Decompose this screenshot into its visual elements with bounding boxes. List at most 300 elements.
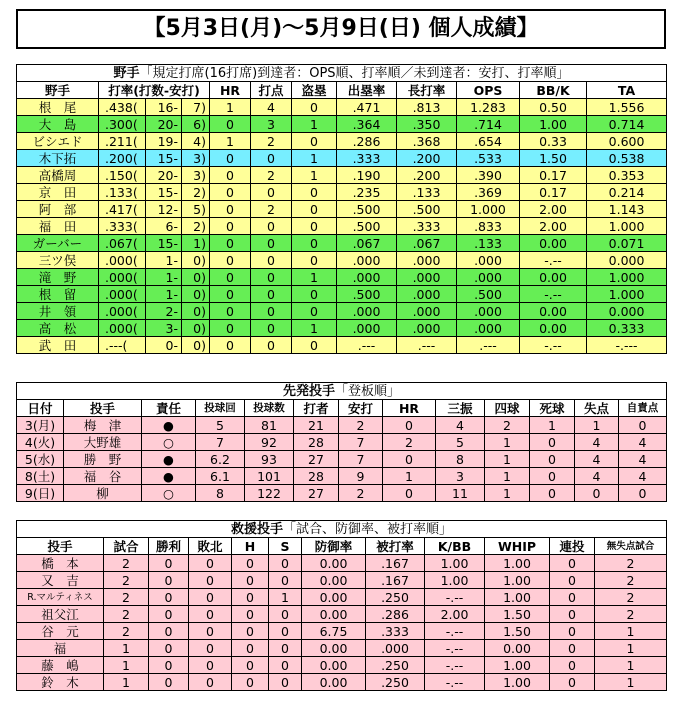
runs-allowed: 4 xyxy=(575,451,619,468)
saves: 0 xyxy=(269,572,302,589)
slugging-pct: .067 xyxy=(397,235,457,252)
rbi: 0 xyxy=(251,184,292,201)
game-date: 5(水) xyxy=(17,451,64,468)
ops: .133 xyxy=(457,235,520,252)
total-average: 1.556 xyxy=(587,99,667,116)
consecutive-days: 0 xyxy=(550,589,595,606)
total-average: 0.353 xyxy=(587,167,667,184)
batting-average: .000( xyxy=(99,252,146,269)
col-consecutive: 連投 xyxy=(550,538,595,555)
table-row xyxy=(17,640,667,657)
page-title: 【5月3日(月)〜5月9日(日) 個人成績】 xyxy=(16,9,666,49)
game-date: 3(月) xyxy=(17,417,64,434)
on-base-pct: .--- xyxy=(337,337,397,354)
holds: 0 xyxy=(232,657,269,674)
games: 2 xyxy=(104,572,149,589)
game-date: 8(土) xyxy=(17,468,64,485)
hits: 0) xyxy=(182,303,210,320)
ops: .714 xyxy=(457,116,520,133)
on-base-pct: .190 xyxy=(337,167,397,184)
pitcher-name: 柳 xyxy=(64,485,142,502)
saves: 0 xyxy=(269,606,302,623)
home-runs: 0 xyxy=(210,218,251,235)
innings-pitched: 6.1 xyxy=(196,468,245,485)
table-row xyxy=(17,286,667,303)
losses: 0 xyxy=(189,657,232,674)
era: 0.00 xyxy=(302,657,366,674)
pitcher-name: 大野雄 xyxy=(64,434,142,451)
ops: 1.000 xyxy=(457,201,520,218)
whip: 1.00 xyxy=(485,589,550,606)
saves: 0 xyxy=(269,640,302,657)
whip: 1.00 xyxy=(485,572,550,589)
k-bb: -.-- xyxy=(425,589,485,606)
relievers-header: 救援投手 xyxy=(231,521,284,537)
wins: 0 xyxy=(149,657,189,674)
home-runs: 0 xyxy=(210,337,251,354)
scoreless-games: 1 xyxy=(595,640,667,657)
pitch-count: 92 xyxy=(245,434,294,451)
hit-by-pitch: 0 xyxy=(530,485,575,502)
at-bats: 20- xyxy=(146,116,182,133)
hits: 3) xyxy=(182,150,210,167)
saves: 0 xyxy=(269,555,302,572)
col-whip: WHIP xyxy=(485,538,550,555)
table-row xyxy=(17,116,667,133)
col-decision: 責任 xyxy=(142,400,196,417)
hr-allowed: 2 xyxy=(383,434,436,451)
total-average: 0.000 xyxy=(587,252,667,269)
stolen-bases: 0 xyxy=(292,303,337,320)
holds: 0 xyxy=(232,572,269,589)
rbi: 0 xyxy=(251,150,292,167)
total-average: 1.000 xyxy=(587,218,667,235)
player-name: 武 田 xyxy=(17,337,99,354)
games: 2 xyxy=(104,623,149,640)
player-name: 根 留 xyxy=(17,286,99,303)
col-pitcher: 投手 xyxy=(64,400,142,417)
wins: 0 xyxy=(149,555,189,572)
on-base-pct: .286 xyxy=(337,133,397,150)
losses: 0 xyxy=(189,606,232,623)
table-row xyxy=(17,167,667,184)
at-bats: 6- xyxy=(146,218,182,235)
stolen-bases: 0 xyxy=(292,218,337,235)
slugging-pct: .813 xyxy=(397,99,457,116)
stolen-bases: 0 xyxy=(292,133,337,150)
runs-allowed: 4 xyxy=(575,468,619,485)
table-row xyxy=(17,434,667,451)
decision: ○ xyxy=(142,485,196,502)
table-row xyxy=(17,589,667,606)
total-average: 0.538 xyxy=(587,150,667,167)
starters-column-headers xyxy=(17,400,667,417)
col-games: 試合 xyxy=(104,538,149,555)
batting-average: .438( xyxy=(99,99,146,116)
whip: 0.00 xyxy=(485,640,550,657)
on-base-pct: .333 xyxy=(337,150,397,167)
bb-k: -.-- xyxy=(520,286,587,303)
earned-runs: 4 xyxy=(619,468,667,485)
on-base-pct: .500 xyxy=(337,286,397,303)
total-average: 0.714 xyxy=(587,116,667,133)
decision: ○ xyxy=(142,434,196,451)
batting-average: .333( xyxy=(99,218,146,235)
ops: .833 xyxy=(457,218,520,235)
player-name: 井 領 xyxy=(17,303,99,320)
pitcher-name: 福 xyxy=(17,640,104,657)
era: 0.00 xyxy=(302,606,366,623)
pitch-count: 122 xyxy=(245,485,294,502)
table-row xyxy=(17,337,667,354)
slugging-pct: .000 xyxy=(397,252,457,269)
rbi: 2 xyxy=(251,201,292,218)
slugging-pct: .200 xyxy=(397,167,457,184)
player-name: 高 松 xyxy=(17,320,99,337)
stolen-bases: 0 xyxy=(292,252,337,269)
on-base-pct: .500 xyxy=(337,218,397,235)
col-pitcher: 投手 xyxy=(17,538,104,555)
total-average: -.--- xyxy=(587,337,667,354)
hr-allowed: 0 xyxy=(383,451,436,468)
pitcher-name: 又 吉 xyxy=(17,572,104,589)
col-date: 日付 xyxy=(17,400,64,417)
total-average: 0.071 xyxy=(587,235,667,252)
hits: 0) xyxy=(182,286,210,303)
starters-section-header xyxy=(17,383,667,400)
walks: 2 xyxy=(485,417,530,434)
hr-allowed: 0 xyxy=(383,417,436,434)
player-name: 京 田 xyxy=(17,184,99,201)
consecutive-days: 0 xyxy=(550,555,595,572)
earned-runs: 0 xyxy=(619,417,667,434)
rbi: 0 xyxy=(251,218,292,235)
home-runs: 0 xyxy=(210,252,251,269)
holds: 0 xyxy=(232,555,269,572)
ops: 1.283 xyxy=(457,99,520,116)
table-row xyxy=(17,468,667,485)
scoreless-games: 1 xyxy=(595,657,667,674)
col-avg: 打率(打数-安打) xyxy=(99,82,210,99)
consecutive-days: 0 xyxy=(550,640,595,657)
pitch-count: 93 xyxy=(245,451,294,468)
batting-average: .133( xyxy=(99,184,146,201)
table-row xyxy=(17,657,667,674)
stolen-bases: 0 xyxy=(292,99,337,116)
col-runs: 失点 xyxy=(575,400,619,417)
batters-faced: 27 xyxy=(294,451,339,468)
opp-avg: .250 xyxy=(366,589,425,606)
games: 2 xyxy=(104,606,149,623)
walks: 1 xyxy=(485,451,530,468)
batting-header: 野手 xyxy=(113,65,140,81)
total-average: 0.333 xyxy=(587,320,667,337)
batting-section-header xyxy=(17,65,667,82)
home-runs: 0 xyxy=(210,184,251,201)
stolen-bases: 0 xyxy=(292,337,337,354)
pitcher-name: 橋 本 xyxy=(17,555,104,572)
rbi: 2 xyxy=(251,167,292,184)
hr-allowed: 0 xyxy=(383,485,436,502)
home-runs: 1 xyxy=(210,99,251,116)
relievers-column-headers xyxy=(17,538,667,555)
stolen-bases: 0 xyxy=(292,184,337,201)
bb-k: 0.17 xyxy=(520,184,587,201)
hits-allowed: 7 xyxy=(339,434,383,451)
at-bats: 15- xyxy=(146,235,182,252)
player-name: 根 尾 xyxy=(17,99,99,116)
batting-column-headers xyxy=(17,82,667,99)
opp-avg: .250 xyxy=(366,674,425,691)
home-runs: 0 xyxy=(210,320,251,337)
hits: 3) xyxy=(182,167,210,184)
at-bats: 2- xyxy=(146,303,182,320)
rbi: 0 xyxy=(251,303,292,320)
losses: 0 xyxy=(189,572,232,589)
k-bb: -.-- xyxy=(425,623,485,640)
bb-k: 0.00 xyxy=(520,235,587,252)
pitcher-name: 福 谷 xyxy=(64,468,142,485)
strikeouts: 4 xyxy=(436,417,485,434)
bb-k: -.-- xyxy=(520,252,587,269)
at-bats: 19- xyxy=(146,133,182,150)
games: 1 xyxy=(104,674,149,691)
rbi: 0 xyxy=(251,269,292,286)
games: 1 xyxy=(104,657,149,674)
on-base-pct: .067 xyxy=(337,235,397,252)
col-hr: HR xyxy=(210,82,251,99)
losses: 0 xyxy=(189,589,232,606)
bb-k: 0.33 xyxy=(520,133,587,150)
hits: 0) xyxy=(182,337,210,354)
era: 0.00 xyxy=(302,572,366,589)
holds: 0 xyxy=(232,606,269,623)
game-date: 4(火) xyxy=(17,434,64,451)
consecutive-days: 0 xyxy=(550,623,595,640)
on-base-pct: .000 xyxy=(337,303,397,320)
hit-by-pitch: 1 xyxy=(530,417,575,434)
opp-avg: .333 xyxy=(366,623,425,640)
table-row xyxy=(17,201,667,218)
scoreless-games: 2 xyxy=(595,606,667,623)
table-row xyxy=(17,320,667,337)
slugging-pct: .133 xyxy=(397,184,457,201)
runs-allowed: 1 xyxy=(575,417,619,434)
at-bats: 16- xyxy=(146,99,182,116)
player-name: ビシエド xyxy=(17,133,99,150)
rbi: 2 xyxy=(251,133,292,150)
games: 1 xyxy=(104,640,149,657)
k-bb: 1.00 xyxy=(425,572,485,589)
on-base-pct: .364 xyxy=(337,116,397,133)
table-row xyxy=(17,184,667,201)
games: 2 xyxy=(104,589,149,606)
strikeouts: 8 xyxy=(436,451,485,468)
player-name: 福 田 xyxy=(17,218,99,235)
player-name: 三ツ俣 xyxy=(17,252,99,269)
game-date: 9(日) xyxy=(17,485,64,502)
table-row xyxy=(17,623,667,640)
k-bb: -.-- xyxy=(425,657,485,674)
runs-allowed: 0 xyxy=(575,485,619,502)
earned-runs: 4 xyxy=(619,451,667,468)
relievers-subheader: 「試合、防御率、被打率順」 xyxy=(283,521,453,537)
hit-by-pitch: 0 xyxy=(530,434,575,451)
slugging-pct: .--- xyxy=(397,337,457,354)
table-row xyxy=(17,572,667,589)
k-bb: -.-- xyxy=(425,640,485,657)
era: 0.00 xyxy=(302,640,366,657)
scoreless-games: 2 xyxy=(595,555,667,572)
innings-pitched: 5 xyxy=(196,417,245,434)
losses: 0 xyxy=(189,674,232,691)
whip: 1.00 xyxy=(485,657,550,674)
hit-by-pitch: 0 xyxy=(530,451,575,468)
batting-average: .211( xyxy=(99,133,146,150)
batters-faced: 28 xyxy=(294,468,339,485)
batting-average: .300( xyxy=(99,116,146,133)
on-base-pct: .000 xyxy=(337,320,397,337)
col-name: 野手 xyxy=(17,82,99,99)
col-kbb: K/BB xyxy=(425,538,485,555)
player-name: 高橋周 xyxy=(17,167,99,184)
stolen-bases: 1 xyxy=(292,150,337,167)
holds: 0 xyxy=(232,674,269,691)
walks: 1 xyxy=(485,485,530,502)
total-average: 1.000 xyxy=(587,286,667,303)
bb-k: 0.00 xyxy=(520,320,587,337)
whip: 1.00 xyxy=(485,674,550,691)
k-bb: -.-- xyxy=(425,674,485,691)
hits: 5) xyxy=(182,201,210,218)
bb-k: 0.17 xyxy=(520,167,587,184)
ops: .654 xyxy=(457,133,520,150)
walks: 1 xyxy=(485,434,530,451)
total-average: 1.143 xyxy=(587,201,667,218)
ops: .533 xyxy=(457,150,520,167)
col-bbk: BB/K xyxy=(520,82,587,99)
earned-runs: 0 xyxy=(619,485,667,502)
scoreless-games: 2 xyxy=(595,572,667,589)
col-era: 防御率 xyxy=(302,538,366,555)
hits-allowed: 7 xyxy=(339,451,383,468)
table-row xyxy=(17,674,667,691)
col-sb: 盗塁 xyxy=(292,82,337,99)
whip: 1.50 xyxy=(485,623,550,640)
holds: 0 xyxy=(232,640,269,657)
decision: ● xyxy=(142,468,196,485)
col-np: 投球数 xyxy=(245,400,294,417)
slugging-pct: .500 xyxy=(397,201,457,218)
batting-average: .000( xyxy=(99,303,146,320)
ops: .--- xyxy=(457,337,520,354)
hr-allowed: 1 xyxy=(383,468,436,485)
col-er: 自責点 xyxy=(619,400,667,417)
table-row xyxy=(17,150,667,167)
col-hr-allowed: HR xyxy=(383,400,436,417)
col-ops: OPS xyxy=(457,82,520,99)
hits: 1) xyxy=(182,235,210,252)
rbi: 0 xyxy=(251,286,292,303)
col-losses: 敗北 xyxy=(189,538,232,555)
innings-pitched: 7 xyxy=(196,434,245,451)
whip: 1.50 xyxy=(485,606,550,623)
col-baa: 被打率 xyxy=(366,538,425,555)
hits: 7) xyxy=(182,99,210,116)
col-slg: 長打率 xyxy=(397,82,457,99)
hits: 2) xyxy=(182,218,210,235)
home-runs: 0 xyxy=(210,269,251,286)
wins: 0 xyxy=(149,606,189,623)
slugging-pct: .000 xyxy=(397,286,457,303)
at-bats: 0- xyxy=(146,337,182,354)
table-row xyxy=(17,303,667,320)
bb-k: 2.00 xyxy=(520,218,587,235)
era: 0.00 xyxy=(302,589,366,606)
table-row xyxy=(17,252,667,269)
starters-header: 先発投手 xyxy=(282,383,335,399)
home-runs: 0 xyxy=(210,201,251,218)
pitch-count: 101 xyxy=(245,468,294,485)
rbi: 3 xyxy=(251,116,292,133)
wins: 0 xyxy=(149,589,189,606)
era: 0.00 xyxy=(302,674,366,691)
on-base-pct: .000 xyxy=(337,252,397,269)
ops: .369 xyxy=(457,184,520,201)
innings-pitched: 8 xyxy=(196,485,245,502)
on-base-pct: .235 xyxy=(337,184,397,201)
games: 2 xyxy=(104,555,149,572)
batting-average: .417( xyxy=(99,201,146,218)
player-name: 阿 部 xyxy=(17,201,99,218)
rbi: 0 xyxy=(251,252,292,269)
opp-avg: .250 xyxy=(366,657,425,674)
slugging-pct: .200 xyxy=(397,150,457,167)
table-row xyxy=(17,606,667,623)
col-wins: 勝利 xyxy=(149,538,189,555)
holds: 0 xyxy=(232,589,269,606)
stolen-bases: 1 xyxy=(292,167,337,184)
hits-allowed: 2 xyxy=(339,485,383,502)
batters-faced: 28 xyxy=(294,434,339,451)
on-base-pct: .000 xyxy=(337,269,397,286)
wins: 0 xyxy=(149,640,189,657)
bb-k: 0.50 xyxy=(520,99,587,116)
on-base-pct: .471 xyxy=(337,99,397,116)
era: 6.75 xyxy=(302,623,366,640)
col-ip: 投球回 xyxy=(196,400,245,417)
stolen-bases: 0 xyxy=(292,201,337,218)
player-name: 滝 野 xyxy=(17,269,99,286)
slugging-pct: .350 xyxy=(397,116,457,133)
pitcher-name: 勝 野 xyxy=(64,451,142,468)
consecutive-days: 0 xyxy=(550,674,595,691)
pitcher-name: 鈴 木 xyxy=(17,674,104,691)
bb-k: 1.50 xyxy=(520,150,587,167)
k-bb: 1.00 xyxy=(425,555,485,572)
at-bats: 12- xyxy=(146,201,182,218)
table-row xyxy=(17,235,667,252)
bb-k: -.-- xyxy=(520,337,587,354)
batters-faced: 27 xyxy=(294,485,339,502)
total-average: 0.214 xyxy=(587,184,667,201)
wins: 0 xyxy=(149,674,189,691)
ops: .000 xyxy=(457,252,520,269)
player-name: 大 島 xyxy=(17,116,99,133)
opp-avg: .167 xyxy=(366,572,425,589)
starters-subheader: 「登板順」 xyxy=(335,383,401,399)
pitch-count: 81 xyxy=(245,417,294,434)
